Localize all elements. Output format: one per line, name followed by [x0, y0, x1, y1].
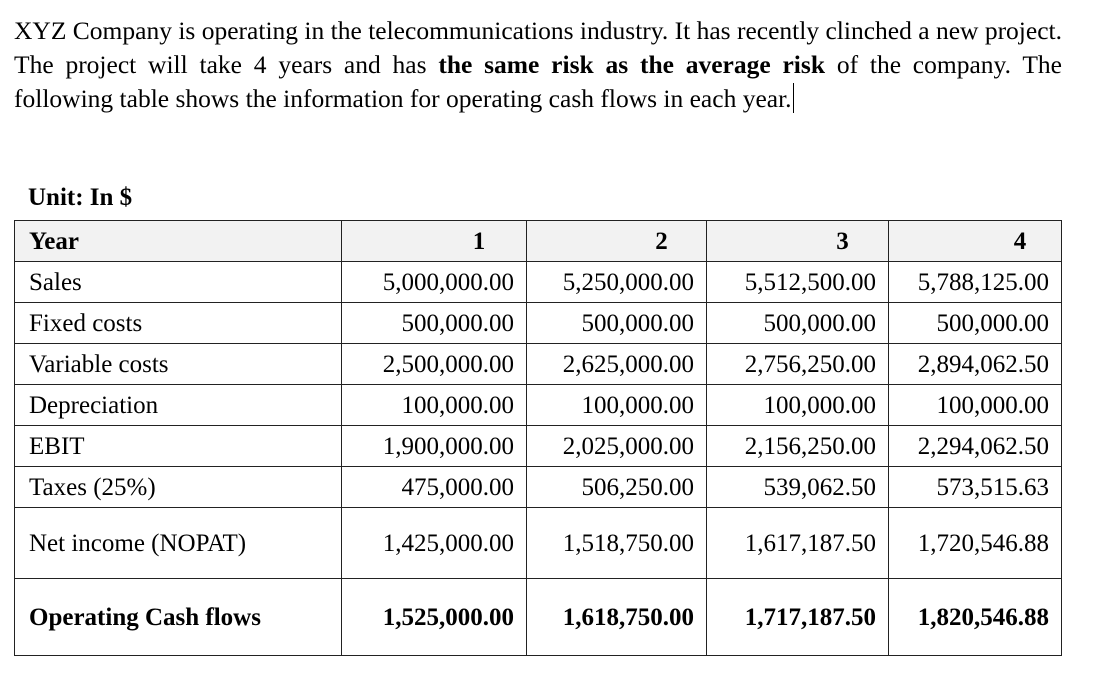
- row-label: Net income (NOPAT): [15, 508, 342, 579]
- cell-value: 2,894,062.50: [889, 344, 1062, 385]
- header-year-label: Year: [15, 221, 342, 262]
- cell-value: 5,000,000.00: [342, 262, 527, 303]
- cell-value: 1,525,000.00: [342, 579, 527, 656]
- cell-value: 1,518,750.00: [527, 508, 707, 579]
- cell-value: 1,618,750.00: [527, 579, 707, 656]
- cell-value: 1,720,546.88: [889, 508, 1062, 579]
- table-header-row: [15, 221, 1062, 262]
- cell-value: 100,000.00: [889, 385, 1062, 426]
- cell-value: 539,062.50: [707, 467, 889, 508]
- intro-text-bold: the same risk as the average risk: [438, 50, 826, 79]
- cell-value: 100,000.00: [527, 385, 707, 426]
- header-year-4: 4: [889, 221, 1062, 262]
- intro-text-start: XYZ Company is operating in the telecommunications industry. It has recently clinched a new project. The project will take 4 years and has: [14, 16, 1062, 79]
- row-label: Depreciation: [15, 385, 342, 426]
- cell-value: 2,156,250.00: [707, 426, 889, 467]
- intro-text-end: of the company. The following table shows the information for operating cash flows in each year.: [14, 50, 1062, 113]
- row-label: Taxes (25%): [15, 467, 342, 508]
- header-year-3: 3: [707, 221, 889, 262]
- cell-value: 500,000.00: [889, 303, 1062, 344]
- header-year-1: 1: [342, 221, 527, 262]
- cell-value: 500,000.00: [527, 303, 707, 344]
- cell-value: 5,788,125.00: [889, 262, 1062, 303]
- cell-value: 573,515.63: [889, 467, 1062, 508]
- row-label: EBIT: [15, 426, 342, 467]
- cell-value: 506,250.00: [527, 467, 707, 508]
- cell-value: 5,512,500.00: [707, 262, 889, 303]
- cell-value: 1,900,000.00: [342, 426, 527, 467]
- cell-value: 5,250,000.00: [527, 262, 707, 303]
- cell-value: 1,425,000.00: [342, 508, 527, 579]
- unit-label: Unit: In $: [28, 184, 133, 211]
- cell-value: 500,000.00: [707, 303, 889, 344]
- cell-value: 100,000.00: [342, 385, 527, 426]
- table-row-variable-costs: [15, 344, 1062, 385]
- cash-flow-table: [14, 220, 1062, 656]
- cell-value: 2,294,062.50: [889, 426, 1062, 467]
- cell-value: 475,000.00: [342, 467, 527, 508]
- table-row-sales: [15, 262, 1062, 303]
- cell-value: 100,000.00: [707, 385, 889, 426]
- row-label: Operating Cash flows: [15, 579, 342, 656]
- table-row-fixed-costs: [15, 303, 1062, 344]
- header-year-2: 2: [527, 221, 707, 262]
- table-row-taxes: [15, 467, 1062, 508]
- row-label: Variable costs: [15, 344, 342, 385]
- table-row-ebit: [15, 426, 1062, 467]
- text-cursor: [793, 83, 795, 113]
- row-label: Fixed costs: [15, 303, 342, 344]
- intro-paragraph: [14, 14, 1062, 116]
- table-row-depreciation: [15, 385, 1062, 426]
- cell-value: 500,000.00: [342, 303, 527, 344]
- cell-value: 2,025,000.00: [527, 426, 707, 467]
- table-row-net-income: [15, 508, 1062, 579]
- cell-value: 1,820,546.88: [889, 579, 1062, 656]
- cell-value: 2,625,000.00: [527, 344, 707, 385]
- cell-value: 1,717,187.50: [707, 579, 889, 656]
- table-row-operating-cash-flows: [15, 579, 1062, 656]
- row-label: Sales: [15, 262, 342, 303]
- cell-value: 1,617,187.50: [707, 508, 889, 579]
- cell-value: 2,500,000.00: [342, 344, 527, 385]
- cell-value: 2,756,250.00: [707, 344, 889, 385]
